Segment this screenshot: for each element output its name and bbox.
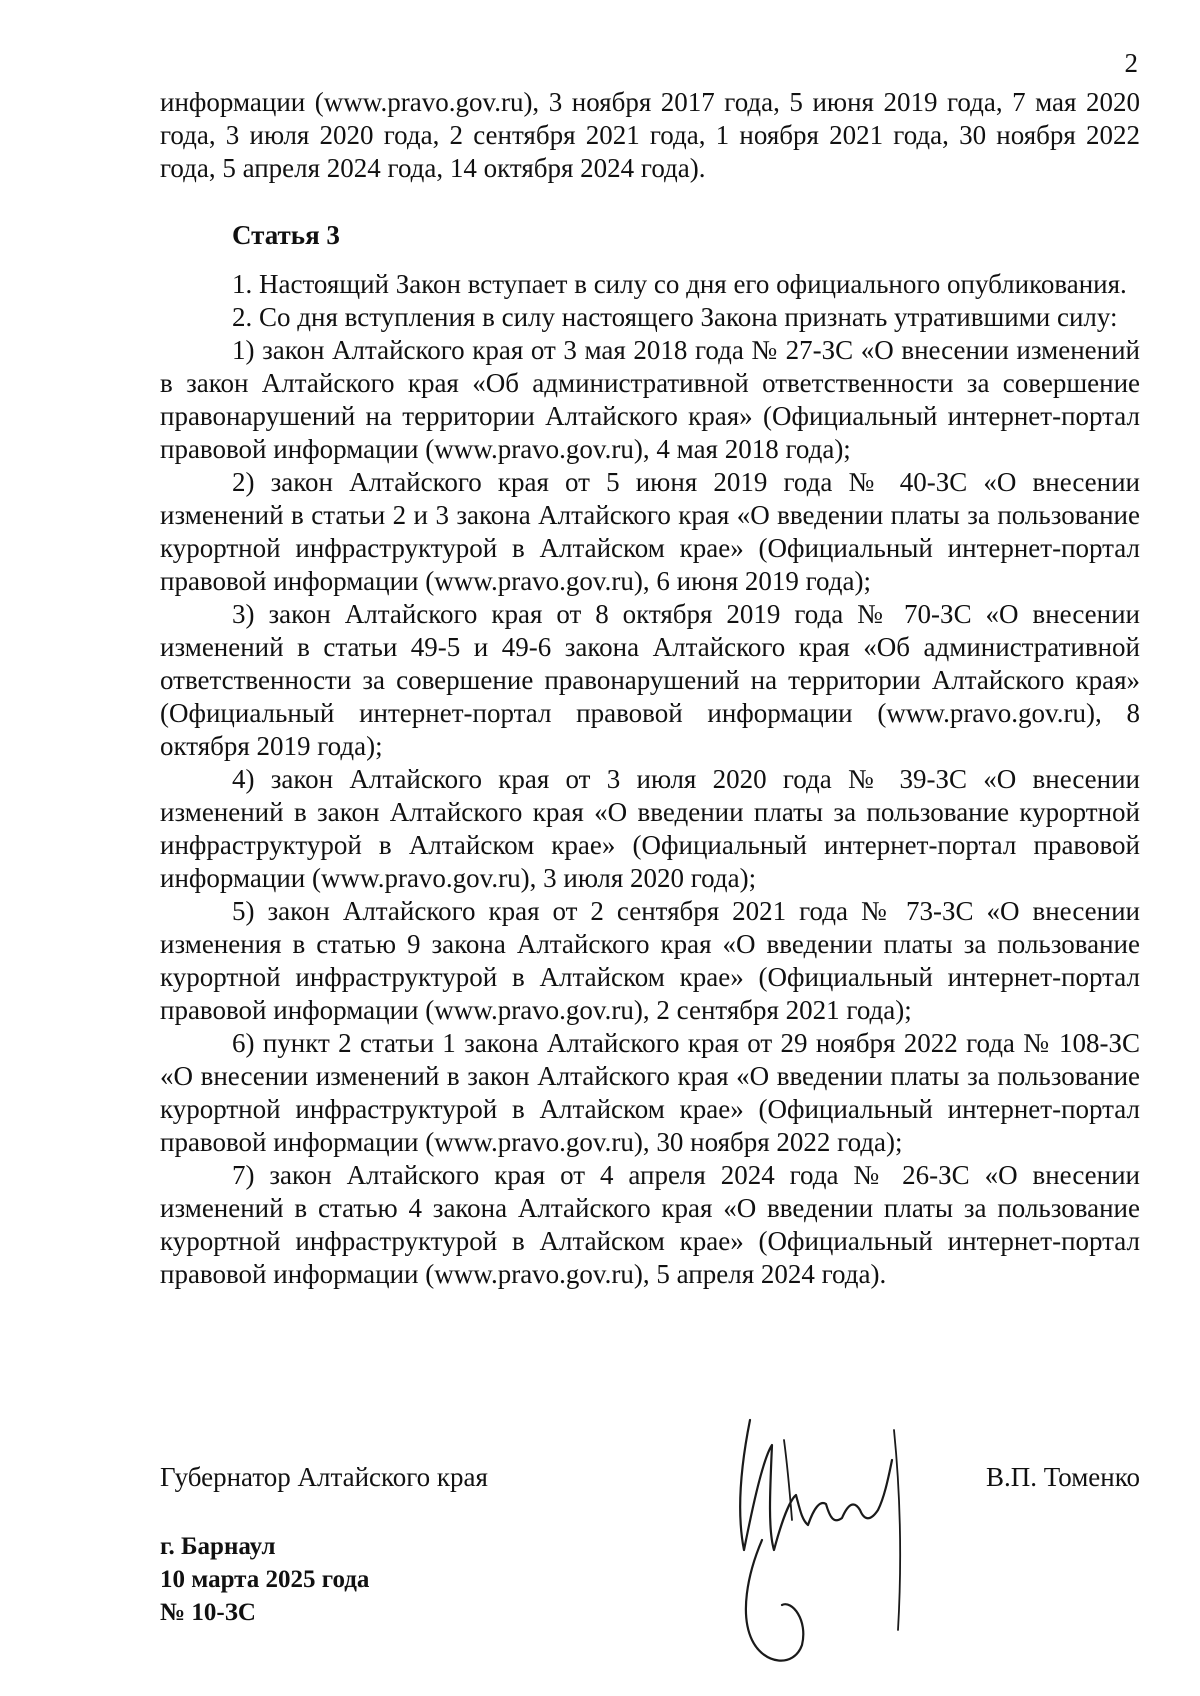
page-number: 2 bbox=[1124, 48, 1138, 78]
repealed-law-item-6: 6) пункт 2 статьи 1 закона Алтайского края от 29 ноября 2022 года № 108-ЗС «О внесении изменений в закон Алтайского края «О введении платы за пользование курортной инфраструктурой в Алтайском крае» (Официальный интернет-портал правовой информации (www.pravo.gov.ru), 30 ноября 2022 года); bbox=[160, 1028, 1140, 1157]
repealed-law-item-7: 7) закон Алтайского края от 4 апреля 2024 года № 26-ЗС «О внесении изменений в статью 4 закона Алтайского края «О введении платы за пользование курортной инфраструктурой в Алтайском крае» (Официальный интернет-портал правовой информации (www.pravo.gov.ru), 5 апреля 2024 года). bbox=[160, 1160, 1140, 1289]
document-body bbox=[160, 86, 1140, 1291]
signatory-name: В.П. Томенко bbox=[986, 1462, 1140, 1492]
signing-city: г. Барнаул bbox=[160, 1533, 276, 1560]
repealed-law-item-2: 2) закон Алтайского края от 5 июня 2019 года № 40-ЗС «О внесении изменений в статьи 2 и 3 закона Алтайского края «О введении платы за пользование курортной инфраструктурой в Алтайском крае» (Официальный интернет-портал правовой информации (www.pravo.gov.ru), 6 июня 2019 года); bbox=[160, 467, 1140, 596]
handwritten-signature bbox=[722, 1400, 922, 1670]
signatory-title: Губернатор Алтайского края bbox=[160, 1462, 488, 1492]
signing-date: 10 марта 2025 года bbox=[160, 1566, 370, 1593]
article-heading: Статья 3 bbox=[232, 220, 340, 250]
signature-block bbox=[160, 1462, 1140, 1502]
repealed-law-item-4: 4) закон Алтайского края от 3 июля 2020 года № 39-ЗС «О внесении изменений в закон Алтайского края «О введении платы за пользование курортной инфраструктурой в Алтайском крае» (Официальный интернет-портал правовой информации (www.pravo.gov.ru), 3 июля 2020 года); bbox=[160, 764, 1140, 893]
intro-continuation-paragraph: информации (www.pravo.gov.ru), 3 ноября 2017 года, 5 июня 2019 года, 7 мая 2020 года, 3 июля 2020 года, 2 сентября 2021 года, 1 ноября 2021 года, 30 ноября 2022 года, 5 апреля 2024 года, 14 октября 2024 года). bbox=[160, 87, 1140, 183]
article-paragraph-1: 1. Настоящий Закон вступает в силу со дня его официального опубликования. bbox=[232, 269, 1127, 299]
article-paragraph-2: 2. Со дня вступления в силу настоящего Закона признать утратившими силу: bbox=[232, 302, 1118, 332]
place-date-block bbox=[160, 1530, 369, 1629]
law-number: № 10-ЗС bbox=[160, 1599, 256, 1626]
repealed-law-item-3: 3) закон Алтайского края от 8 октября 2019 года № 70-ЗС «О внесении изменений в статьи 49-5 и 49-6 закона Алтайского края «Об административной ответственности за совершение правонарушений на территории Алтайского края» (Официальный интернет-портал правовой информации (www.pravo.gov.ru), 8 октября 2019 года); bbox=[160, 599, 1140, 761]
repealed-law-item-5: 5) закон Алтайского края от 2 сентября 2021 года № 73-ЗС «О внесении изменения в статью 9 закона Алтайского края «О введении платы за пользование курортной инфраструктурой в Алтайском крае» (Официальный интернет-портал правовой информации (www.pravo.gov.ru), 2 сентября 2021 года); bbox=[160, 896, 1140, 1025]
repealed-law-item-1: 1) закон Алтайского края от 3 мая 2018 года № 27-ЗС «О внесении изменений в закон Алтайского края «Об административной ответственности за совершение правонарушений на территории Алтайского края» (Официальный интернет-портал правовой информации (www.pravo.gov.ru), 4 мая 2018 года); bbox=[160, 335, 1140, 464]
